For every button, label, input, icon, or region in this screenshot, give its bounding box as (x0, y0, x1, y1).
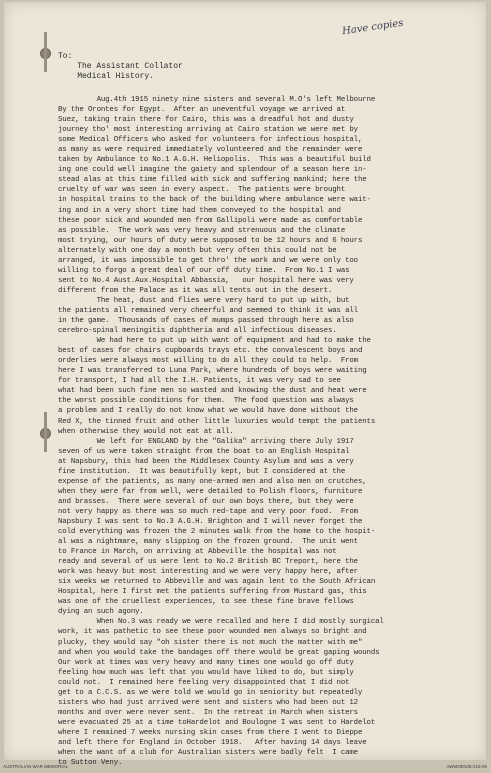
body-line: By the Orontes for Egypt. After an uneventful voyage we arrived at (58, 106, 346, 115)
binder-ring (44, 412, 47, 452)
body-line: as possible. The work was very heavy and strenuous and the climate (58, 226, 346, 235)
body-line: journey tho' most interesting arriving at Cairo station we were met by (58, 126, 358, 135)
body-line: when they were far from well, were detailed to Polish floors, furniture (58, 487, 363, 496)
body-line: work was heavy but most interesting and we were very happy here, after (58, 568, 358, 577)
body-line: ing one could well imagine the gaiety and splendour of a season here in- (58, 166, 367, 175)
body-line: a problem and I really do not know what we would have done without the (58, 407, 358, 416)
body-line: cerebro-spinal meningitis diphtheria and all infectious diseases. (58, 327, 337, 336)
body-line: to Sutton Veny. (58, 759, 123, 768)
body-line: fine institution. It was beautifully kept, but I considered at the (58, 467, 346, 476)
binder-ring (44, 32, 47, 72)
body-line: to France in March, on arriving at Abbeville the hospital was not (58, 548, 337, 557)
body-line: six weeks we returned to Abbeville and was again lent to the South African (58, 578, 376, 587)
body-line: taken by Ambulance to No.1 A.G.H. Heliopolis. This was a beautiful build (58, 156, 371, 165)
body-line: Our work at times was very heavy and many times one would go off duty (58, 658, 354, 667)
body-line: when otherwise they would not eat at all. (58, 427, 234, 436)
body-line: dying an such agony. (58, 608, 144, 617)
body-line: what had been such fine men so wasted and knowing the dust and heat were (58, 387, 367, 396)
body-line: could not. I remained here feeling very disappointed that I did not (58, 678, 350, 687)
body-line: these poor sick and wounded men from Gallipoli were made as comfortable (58, 216, 363, 225)
address-block (58, 52, 183, 82)
body-line: orderlies were always most willing to do all they could to help. From (58, 357, 358, 366)
body-line: Napsbury I was sent to No.3 A.G.H. Brighton and I will never forget the (58, 517, 363, 526)
body-line: cruelty of war was seen in every aspect. The patients were brought (58, 186, 346, 195)
body-line: most trying, our hours of duty were supposed to be 12 hours and 6 hours (58, 236, 363, 245)
body-line: in the game. Thousands of cases of mumps passed through here as also (58, 317, 354, 326)
body-line: When No.3 was ready we were recalled and here I did mostly surgical (58, 618, 384, 627)
body-line: The heat, dust and flies were very hard to put up with, but (58, 296, 350, 305)
body-line: al was a nightmare, many slipping on the frozen ground. The unit went (58, 538, 358, 547)
body-line: cold everything was frozen the 2 minutes walk from the home to the hospit- (58, 528, 376, 537)
body-line: plucky, they would say "oh sister there is not much the matter with me" (58, 638, 363, 647)
archive-name: AUSTRALIAN WAR MEMORIAL (3, 764, 69, 769)
body-line: sisters who had just arrived were sent and sisters who had been out 12 (58, 698, 358, 707)
body-line: for transport, I had all the I.H. Patients, it was very sad to see (58, 377, 341, 386)
body-line: Aug.4th 1915 ninety nine sisters and several M.O's left Melbourne (58, 96, 376, 104)
body-line: was one of the cruellest experiences, to see these fine brave fellows (58, 598, 354, 607)
body-line: alternately with one day a month but very often this could not be (58, 246, 337, 255)
body-line: We had here to put up with want of equipment and had to make the (58, 337, 371, 346)
body-line: at Napsbury, this had been the Middlesex County Asylum and was a very (58, 457, 354, 466)
body-line: the worst possible conditions for them. The food question was always (58, 397, 354, 406)
body-line: where I remained 7 weeks nursing skin cases from there I went to Dieppe (58, 728, 363, 737)
body-line: sent to No.4 Aust.Aux.Hospital Abbassia, our hospital here was very (58, 276, 354, 285)
body-line: seven of us were taken straight from the boat to an English Hospital (58, 447, 350, 456)
body-line: arranged, it was impossible to get thro' the work and we were only too (58, 256, 358, 265)
body-line: not very happy as there was so much red-tape and very poor food. From (58, 507, 358, 516)
body-line: get to a C.C.S. as we were told we would go in seniority but repeatedly (58, 688, 363, 697)
body-line: stead alas at this time filled with sick and suffering mankind; here the (58, 176, 367, 185)
body-line: ready and several of us were lent to No.2 British BC Treport, here the (58, 558, 358, 567)
handwritten-annotation: Have copies (341, 17, 405, 38)
body-line: when the want of a club for Australian sisters were badly felt I came (58, 749, 358, 758)
body-line: and when you would take the bandages off there would be great gaping wounds (58, 648, 380, 657)
body-line: months and over were never sent. In the retreat in March when sisters (58, 708, 358, 717)
address-line: Medical History. (58, 72, 155, 81)
body-line: Suez, taking train there for Cairo, this was a dreadful hot and dusty (58, 116, 354, 125)
body-line: We left for ENGLAND by the "Galika" arriving there July 1917 (58, 437, 354, 446)
body-line: in hospital trains to the back of the building where ambulance were wait- (58, 196, 371, 205)
archive-reference: AWM4001/B-216-00 (446, 764, 487, 769)
body-line: work, it was pathetic to see these poor wounded men always so bright and (58, 628, 367, 637)
body-line: and left there for England in October 1918. After having 14 days leave (58, 739, 367, 747)
address-line: To: (58, 52, 73, 61)
body-line: the patients all remained very cheerful and seemed to think it was all (58, 306, 358, 315)
body-line: Red X, the tinned fruit and other little luxuries would tempt the patients (58, 417, 376, 426)
body-line: different from the Palace as it was all tents out in the desert. (58, 286, 333, 295)
letter-body (58, 95, 483, 768)
body-line: ing and in a very short time had them conveyed to the hospital and (58, 206, 341, 215)
address-line: The Assistant Collator (58, 62, 183, 71)
body-line: willing to forgo a great deal of our off duty time. From No.1 I was (58, 266, 350, 275)
body-line: Hospital, here I first met the patients suffering from Mustard gas, this (58, 588, 367, 597)
body-line: some Medical Officers who asked for volunteers for infectious hospital, (58, 136, 363, 145)
body-line: expense of the patients, as many one-armed men and also men on crutches, (58, 477, 367, 486)
body-line: best of cases for chairs cupboards trays etc. the convalescent boys and (58, 347, 363, 356)
archive-footer (0, 761, 491, 773)
body-line: were evacuated 25 at a time toHardelot and Boulogne I was sent to Hardelot (58, 718, 376, 727)
body-line: here I was transferred to Luna Park, where hundreds of boys were waiting (58, 367, 367, 376)
body-line: feeling how much was left that you would have liked to do, but simply (58, 668, 354, 677)
body-line: and brasses. There were several of our own boys there, but they were (58, 497, 354, 506)
body-line: as many as were required immediately volunteered and the remainder were (58, 146, 363, 155)
